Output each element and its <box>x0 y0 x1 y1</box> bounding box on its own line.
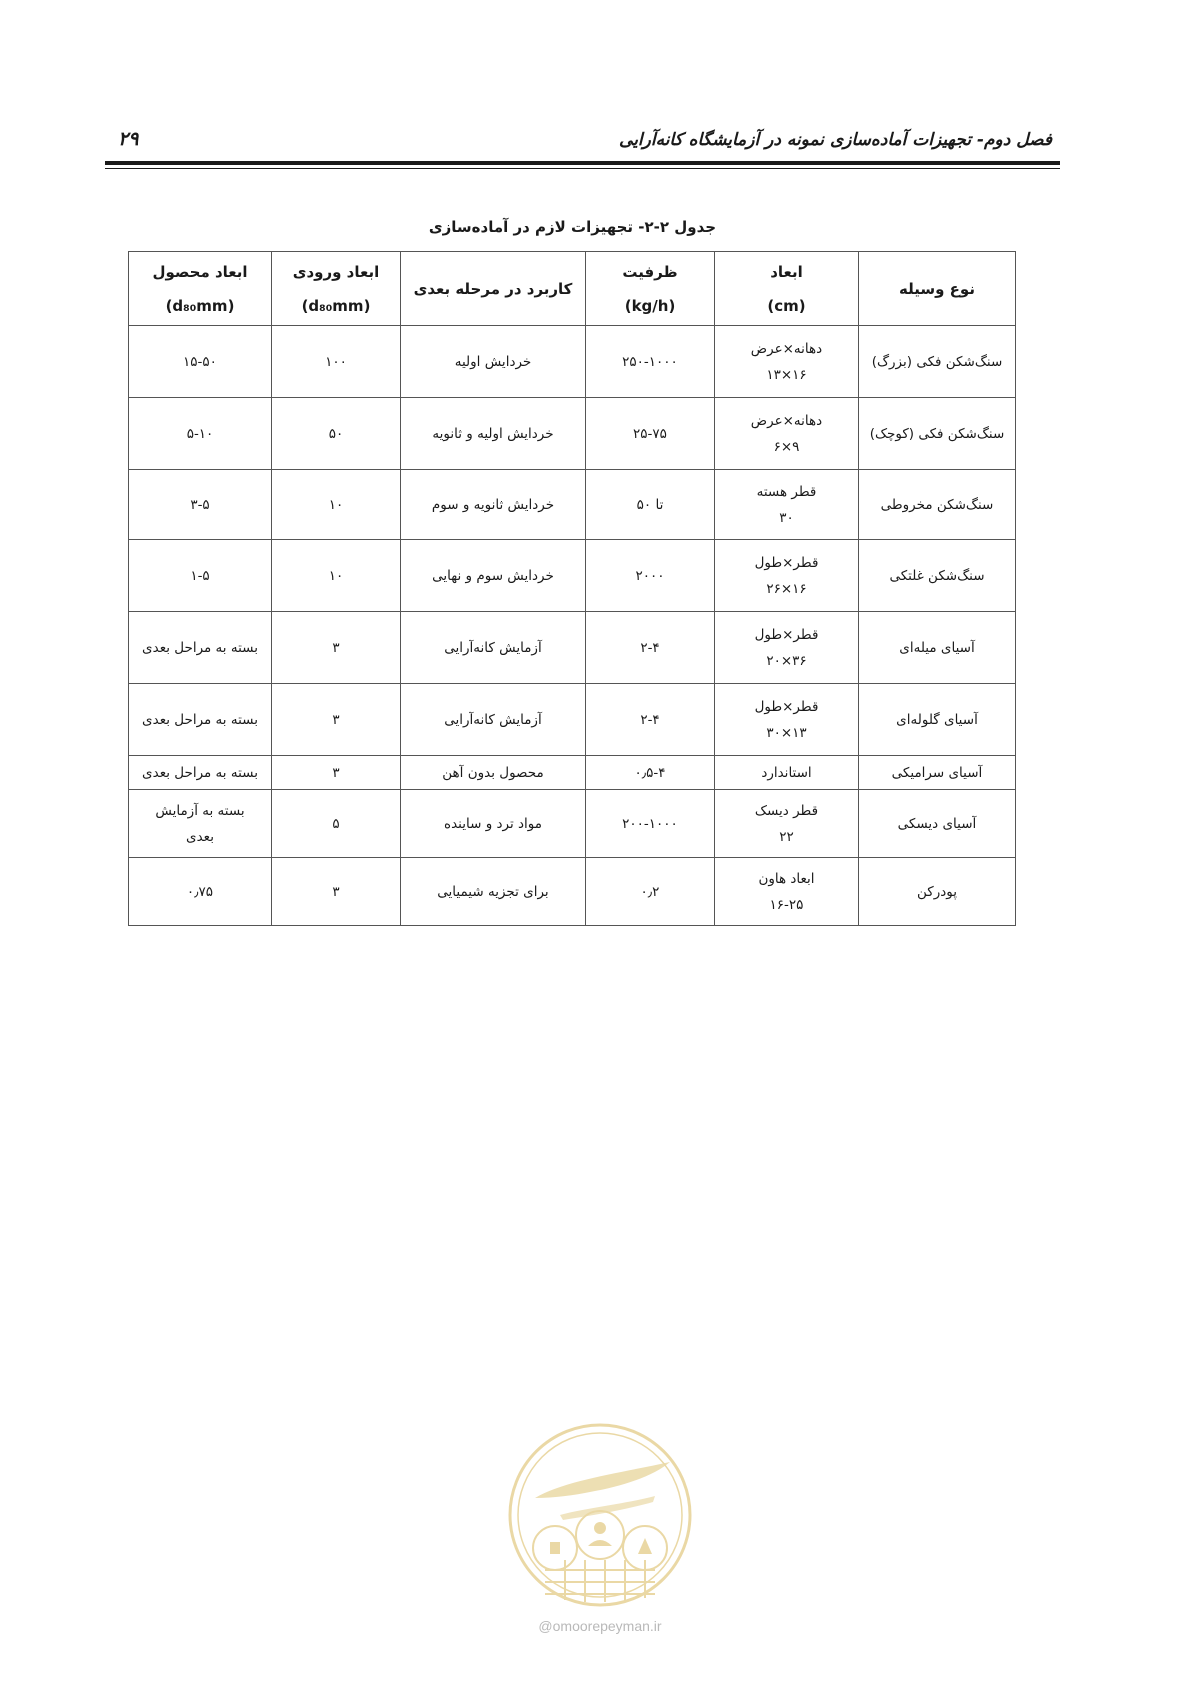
table-header-row <box>129 252 1016 326</box>
dimensions-cell: قطر هسته ۳۰ <box>715 470 859 540</box>
product-size-cell: ۱۵-۵۰ <box>129 326 272 398</box>
header-next-stage-use: کاربرد در مرحله بعدی <box>401 252 586 326</box>
table-row <box>129 858 1016 926</box>
capacity-cell: ۲-۴ <box>586 684 715 756</box>
product-size-cell: ۱-۵ <box>129 540 272 612</box>
use-cell: خردایش اولیه <box>401 326 586 398</box>
use-cell: خردایش سوم و نهایی <box>401 540 586 612</box>
table-row <box>129 790 1016 858</box>
input-size-cell: ۳ <box>272 612 401 684</box>
table-body <box>129 326 1016 926</box>
capacity-cell: ۲۵-۷۵ <box>586 398 715 470</box>
use-cell: برای تجزیه شیمیایی <box>401 858 586 926</box>
header-rule-thin <box>105 168 1060 169</box>
use-cell: مواد ترد و ساینده <box>401 790 586 858</box>
use-cell: محصول بدون آهن <box>401 756 586 790</box>
header-capacity: ظرفیت (kg/h) <box>586 252 715 326</box>
input-size-cell: ۱۰ <box>272 470 401 540</box>
dimensions-cell: دهانه×عرض ۱۶×۱۳ <box>715 326 859 398</box>
table-caption: جدول ۲-۲- تجهیزات لازم در آماده‌سازی <box>428 218 717 236</box>
input-size-cell: ۵ <box>272 790 401 858</box>
product-size-cell: ۰٫۷۵ <box>129 858 272 926</box>
table-row <box>129 398 1016 470</box>
header-dimensions: ابعاد (cm) <box>715 252 859 326</box>
equipment-table <box>128 251 1016 926</box>
dimensions-cell: قطر×طول ۱۶×۲۶ <box>715 540 859 612</box>
dimensions-cell: استاندارد <box>715 756 859 790</box>
table-row <box>129 684 1016 756</box>
input-size-cell: ۳ <box>272 858 401 926</box>
table-row <box>129 756 1016 790</box>
capacity-cell: ۲۰۰۰ <box>586 540 715 612</box>
watermark-logo <box>505 1420 695 1610</box>
header-device-type: نوع وسیله <box>859 252 1016 326</box>
watermark-url: @omoorepeyman.ir <box>538 1618 662 1634</box>
capacity-cell: ۲-۴ <box>586 612 715 684</box>
input-size-cell: ۳ <box>272 756 401 790</box>
page-header <box>105 118 1060 158</box>
product-size-cell: بسته به مراحل بعدی <box>129 612 272 684</box>
product-size-cell: بسته به مراحل بعدی <box>129 756 272 790</box>
capacity-cell: ۰٫۵-۴ <box>586 756 715 790</box>
input-size-cell: ۱۰۰ <box>272 326 401 398</box>
table-row <box>129 470 1016 540</box>
device-cell: سنگ‌شکن فکی (کوچک) <box>859 398 1016 470</box>
dimensions-cell: قطر دیسک ۲۲ <box>715 790 859 858</box>
table-row <box>129 326 1016 398</box>
capacity-cell: ۲۰۰-۱۰۰۰ <box>586 790 715 858</box>
use-cell: آزمایش کانه‌آرایی <box>401 612 586 684</box>
use-cell: خردایش اولیه و ثانویه <box>401 398 586 470</box>
table-row <box>129 540 1016 612</box>
dimensions-cell: ابعاد هاون ۱۶-۲۵ <box>715 858 859 926</box>
header-input-size: ابعاد ورودی (d₈₀mm) <box>272 252 401 326</box>
device-cell: آسیای گلوله‌ای <box>859 684 1016 756</box>
capacity-cell: تا ۵۰ <box>586 470 715 540</box>
device-cell: سنگ‌شکن فکی (بزرگ) <box>859 326 1016 398</box>
use-cell: خردایش ثانویه و سوم <box>401 470 586 540</box>
page-number: ۲۹ <box>118 128 139 150</box>
header-product-size: ابعاد محصول (d₈₀mm) <box>129 252 272 326</box>
device-cell: آسیای میله‌ای <box>859 612 1016 684</box>
device-cell: آسیای دیسکی <box>859 790 1016 858</box>
chapter-title: فصل دوم- تجهیزات آماده‌سازی نمونه در آزمایشگاه کانه‌آرایی <box>619 130 1052 150</box>
product-size-cell: ۳-۵ <box>129 470 272 540</box>
device-cell: پودرکن <box>859 858 1016 926</box>
dimensions-cell: قطر×طول ۳۶×۲۰ <box>715 612 859 684</box>
dimensions-cell: دهانه×عرض ۹×۶ <box>715 398 859 470</box>
capacity-cell: ۲۵۰-۱۰۰۰ <box>586 326 715 398</box>
device-cell: سنگ‌شکن غلتکی <box>859 540 1016 612</box>
table-row <box>129 612 1016 684</box>
capacity-cell: ۰٫۲ <box>586 858 715 926</box>
device-cell: آسیای سرامیکی <box>859 756 1016 790</box>
use-cell: آزمایش کانه‌آرایی <box>401 684 586 756</box>
device-cell: سنگ‌شکن مخروطی <box>859 470 1016 540</box>
input-size-cell: ۳ <box>272 684 401 756</box>
product-size-cell: بسته به آزمایش بعدی <box>129 790 272 858</box>
product-size-cell: ۵-۱۰ <box>129 398 272 470</box>
product-size-cell: بسته به مراحل بعدی <box>129 684 272 756</box>
dimensions-cell: قطر×طول ۱۳×۳۰ <box>715 684 859 756</box>
header-rule-thick <box>105 161 1060 165</box>
input-size-cell: ۱۰ <box>272 540 401 612</box>
input-size-cell: ۵۰ <box>272 398 401 470</box>
